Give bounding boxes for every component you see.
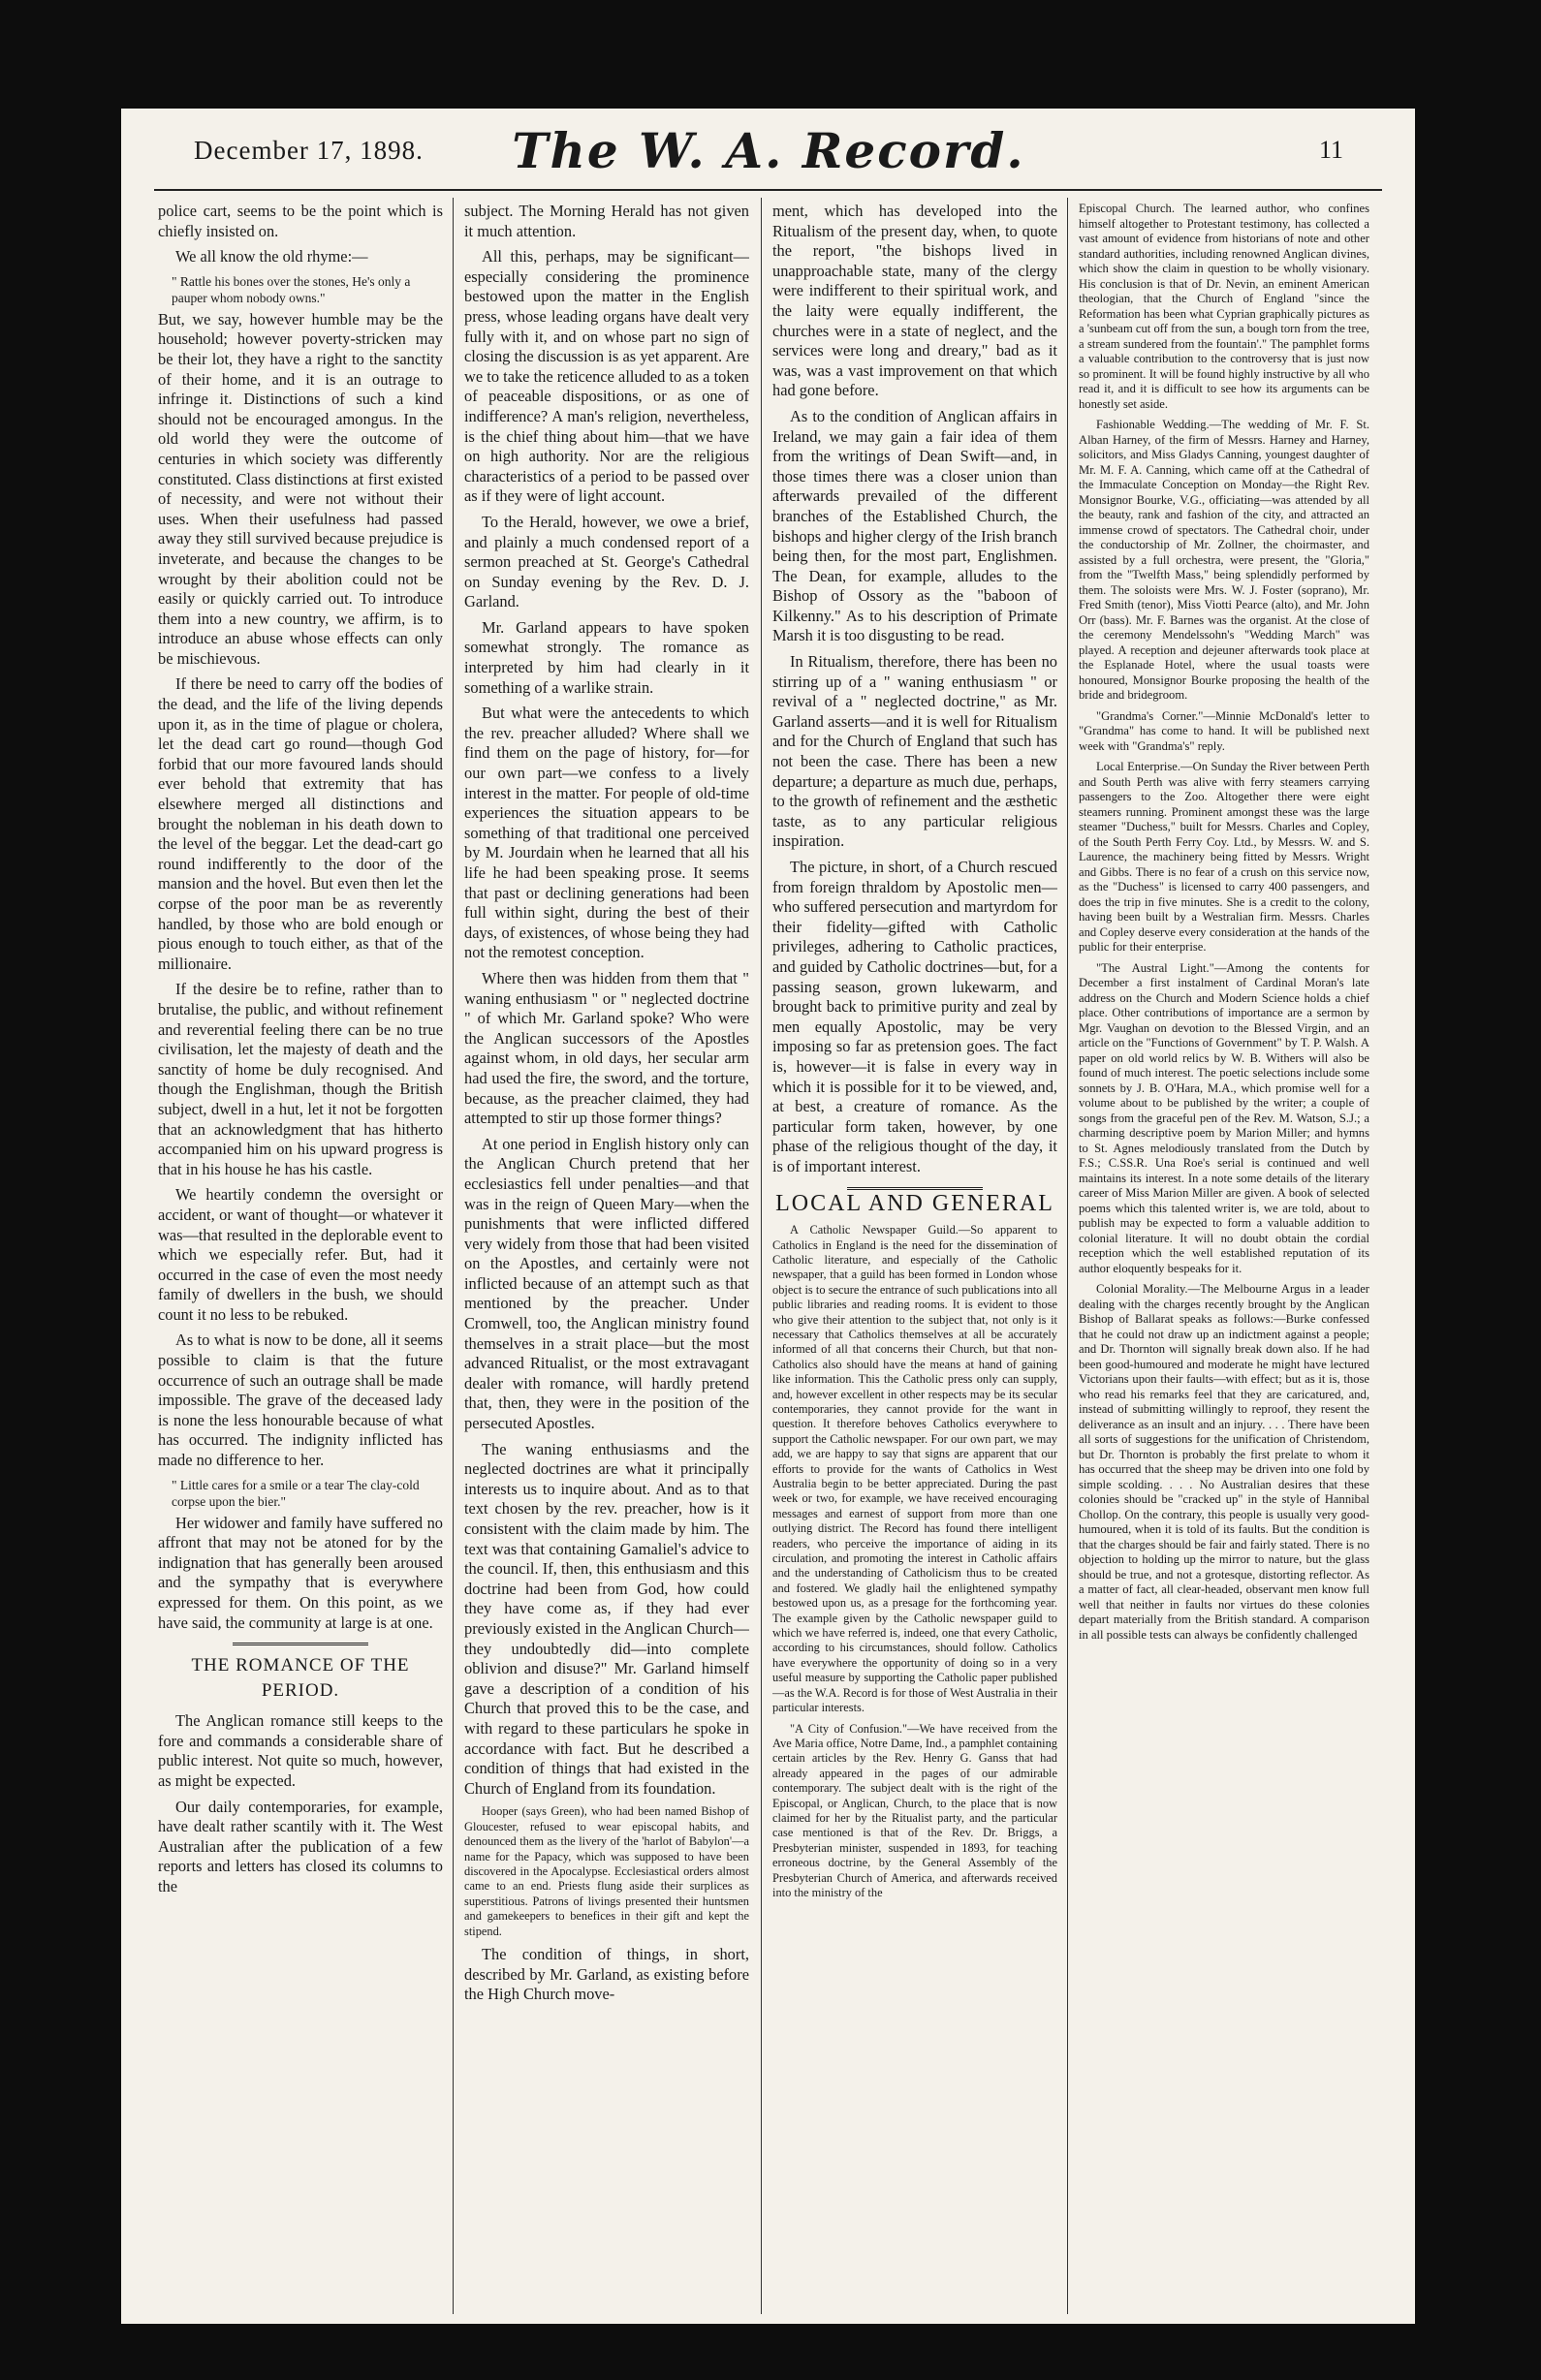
column-divider [1067, 198, 1068, 2314]
newspaper-page [121, 109, 1415, 2324]
paragraph: At one period in English history only can the Anglican Church pretend that her ecclesiastics fell under penalties—and that was in the reign of Queen Mary—when the punishments that were inflicted differed very widely from those that had been visited on the Apostles, and certainly were not inflicted because of an attempt such as that mentioned by the preacher. Under Cromwell, too, the Anglican ministry found themselves in a strait place—but the most advanced Ritualist, or the most extravagant dealer with romance, will hardly pretend that, then, they were in the position of the persecuted Apostles. [464, 1134, 749, 1433]
column-2 [464, 202, 749, 2314]
news-item: Colonial Morality.—The Melbourne Argus in a leader dealing with the charges recently brought by the Anglican Bishop of Ballarat speaks as follows:—Burke confessed that he could not draw up an indictment against a people; and Dr. Thornton will signally break down also. If he had been good-humoured and moderate he might have lectured Victorians upon their faults—with effect; but as it is, those who read his remarks feel that they are caricatured, and, instead of submitting willingly to reproof, they resent the deliverance as an insult and an injury. . . . There have been all sorts of suggestions for the unification of Christendom, but Dr. Thornton is probably the first prelate to whom it has occurred that the sheep may be driven into one fold by simple scolding. . . . No Australian desires that these colonies should be "cracked up" in the style of Hannibal Chollop. On the contrary, this people is usually very good-humoured, when it is told of its faults. But the condition is that the charges should be fair and fairly stated. There is no objection to holding up the mirror to nature, but the glass should be true, and not a grotesque, distorting reflector. As a matter of fact, all clear-headed, observant men know full well that neither in faults nor virtues do these colonies depart materially from the British standard. A comparison in all possible tests can always be confidently challenged [1079, 1282, 1369, 1642]
verse-quote: " Rattle his bones over the stones, He's only a pauper whom nobody owns." [172, 273, 411, 305]
paragraph: If the desire be to refine, rather than to brutalise, the public, and without refinement and reverential feeling there can be no true civilisation, let the majesty of death and the sanctity of home be duly recognised. And though the Englishman, though the British subject, dwell in a hut, let it not be forgotten that an acknowledgment that has hitherto accompanied him on his upward progress is that in his house he has his castle. [158, 980, 443, 1178]
column-divider [453, 198, 454, 2314]
column-4 [1079, 202, 1369, 2314]
news-item: Fashionable Wedding.—The wedding of Mr. F. St. Alban Harney, of the firm of Messrs. Harney and Harney, solicitors, and Miss Gladys Canning, youngest daughter of Mr. M. F. A. Canning, which came off at the Cathedral of the Immaculate Conception on Monday—the Right Rev. Monsignor Bourke, V.G., officiating—was attended by all the beauty, rank and fashion of the city, and attracted an immense crowd of spectators. The Cathedral choir, under the conductorship of Mr. Zollner, the choirmaster, and assisted by a full orchestra, were present, the "Gloria," from the "Twelfth Mass," being splendidly performed by them. The soloists were Mrs. W. J. Foster (soprano), Mr. Fred Smith (tenor), Miss Viotti Pearce (alto), and Mr. John Orr (bass). Mr. F. Barnes was the organist. At the close of the ceremony Mendelssohn's "Wedding March" was played. A reception and dejeuner afterwards took place at the Esplanade Hotel, where the usual toasts were honoured, Monsignor Bourke proposing the health of the bride and bridegroom. [1079, 418, 1369, 702]
paragraph: The Anglican romance still keeps to the fore and commands a considerable share of public interest. Not quite so much, however, as might be expected. [158, 1711, 443, 1790]
news-item: Episcopal Church. The learned author, who confines himself altogether to Protestant testimony, has collected a vast amount of evidence from historians of note and other standard authorities, including renowned Anglican divines, which show the claim in question to be wholly visionary. His conclusion is that of Dr. Nevin, an eminent American theologian, that the Church of England "since the Reformation has been what Cyprian graphically pictures as a 'sunbeam cut off from the sun, a bough torn from the tree, a stream sundered from the fountain'." The pamphlet forms a valuable contribution to the controversy that is just now so prominent. It will be found highly instructive by all who read it, and it is difficult to see how its arguments can be honestly set aside. [1079, 202, 1369, 411]
masthead [194, 122, 1343, 180]
paragraph: But, we say, however humble may be the household; however poverty-stricken may be their lot, they have a right to the sanctity of their home, and it is an outrage to infringe it. Distinctions of such a kind should not be encouraged amongus. In the old world they were the outcome of centuries in which society was differently constituted. Class distinctions at first existed of necessity, and were not without their uses. When their usefulness had passed away they still survived because prejudice is inveterate, and because the changes to be wrought by their abolition could not be easily or quickly carried out. To introduce them into a new country, we affirm, is to introduce an abuse whose effects can only be mischievous. [158, 309, 443, 668]
section-rule [847, 1187, 983, 1190]
paragraph: We all know the old rhyme:— [175, 247, 368, 266]
newspaper-title: The W. A. Record. [512, 122, 1025, 179]
news-item: Local Enterprise.—On Sunday the River between Perth and South Perth was alive with ferry steamers carrying passengers to the Zoo. Altogether there were eight steamers running. Prominent amongst these was the large steamer "Duchess," built for Messrs. Charles and Copley, of the South Perth Ferry Coy. Ltd., by Messrs. W. and S. Laurence, the machinery being fitted by Messrs. Wright and Gibbs. There is no fear of a crush on this service now, as the "Duchess" is licensed to carry 400 passengers, and does the trip in five minutes. She is a credit to the colony, having been built by a Westralian firm. Messrs. Charles and Copley deserve every consideration at the hands of the public for their enterprise. [1079, 760, 1369, 954]
page-number: 11 [1318, 136, 1343, 164]
paragraph: Mr. Garland appears to have spoken somewhat strongly. The romance as interpreted by him had clearly in it something of a warlike strain. [464, 617, 749, 697]
paragraph: If there be need to carry off the bodies of the dead, and the life of the living depends upon it, as in the time of plague or cholera, let the dead cart go round—though God forbid that our more favoured lands should ever behold that extremity that has elsewhere merged all distinctions and brought the nobleman in his death down to the level of the beggar. Let the dead-cart go round indifferently to the door of the mansion and the hovel. But even then let the corpse of the poor man be as reverently handled, by those who are bold enough or pious enough to touch either, as that of the millionaire. [158, 674, 443, 973]
column-3 [772, 202, 1057, 2314]
paragraph: We heartily condemn the oversight or accident, or want of thought—or whatever it was—that resulted in the deplorable event to which we especially refer. But, had it occurred in the case of even the most needy family of dwellers in the bush, we should count it no less to be rebuked. [158, 1185, 443, 1324]
paragraph: All this, perhaps, may be significant—especially considering the prominence bestowed upon the matter in the English press, whose leading organs have dealt very fully with it, and on whose part no sign of closing the discussion is as yet apparent. Are we to take the reticence alluded to as a token of peaceable dispositions, or as one of indifference? A man's religion, nevertheless, is the chief thing about him—that we have on high authority. Nor are the religious characteristics of a period to be passed over as if they were of light account. [464, 247, 749, 506]
news-item: "The Austral Light."—Among the contents for December a first instalment of Cardinal Moran's late address on the Church and Modern Science holds a chief place. Other contributions of importance are a sermon by Mgr. Vaughan on devotion to the Blessed Virgin, and an article on the "Functions of Government" by T. P. Walsh. A paper on old world relics by W. B. Withers will also be found of much interest. The poetic selections include some sonnets by J. B. O'Hara, M.A., which promise well for a volume about to be published by the writer; a couple of songs from the graceful pen of the Rev. M. Watson, S.J.; a charming descriptive poem by Marion Miller; and hymns to St. Agnes melodiously translated from the Dutch by F.S.; C.SS.R. Una Roe's serial is continued and well maintains its interest. In a note some details of the literary career of Miss Marion Miller are given. A book of selected poems which this talented writer is, we are told, about to publish may be expected to form a valuable addition to colonial literature. It will no doubt obtain the cordial reception which the well established reputation of its author eloquently bespeaks for it. [1079, 960, 1369, 1275]
column-1 [158, 202, 443, 2314]
news-item: "Grandma's Corner."—Minnie McDonald's letter to "Grandma" has come to hand. It will be published next week with "Grandma's" reply. [1079, 708, 1369, 753]
paragraph: police cart, seems to be the point which is chiefly insisted on. [158, 202, 443, 240]
paragraph: In Ritualism, therefore, there has been no stirring up of a " waning enthusiasm " or revival of a " neglected doctrine," as Mr. Garland asserts—and it is well for Ritualism and for the Church of England that such has not been the case. There has been a new departure; a departure as much due, perhaps, to the growth of refinement and the æsthetic taste, as to any particular religious inspiration. [772, 652, 1057, 851]
section-rule [233, 1643, 368, 1645]
paragraph: But what were the antecedents to which the rev. preacher alluded? Where shall we find them on the page of history, for—for our own part—we confess to a lively interest in the matter. For people of old-time experiences the situation appears to be something of that traditional one perceived by M. Jourdain when he learned that all his life he had been speaking prose. It seems that past or declining generations had been full within sight, during the best of their days, of existences, of whose being they had not the remotest conception. [464, 704, 749, 962]
paragraph: The condition of things, in short, described by Mr. Garland, as existing before the High Church move- [464, 1944, 749, 2004]
issue-date: December 17, 1898. [194, 136, 424, 165]
section-heading: THE ROMANCE OF THE PERIOD. [191, 1655, 410, 1702]
paragraph: Her widower and family have suffered no affront that may not be atoned for by the indignation that has generally been aroused and the sympathy that is everywhere expressed for them. On this point, as we have said, the community at large is at one. [158, 1513, 443, 1632]
paragraph: To the Herald, however, we owe a brief, and plainly a much condensed report of a sermon preached at St. George's Cathedral on Sunday evening by the Rev. D. J. Garland. [464, 512, 749, 611]
section-heading: LOCAL AND GENERAL [775, 1190, 1054, 1216]
paragraph: Our daily contemporaries, for example, have dealt rather scantily with it. The West Australian after the publication of a few reports and letters has closed its columns to the [158, 1797, 443, 1895]
news-item: "A City of Confusion."—We have received from the Ave Maria office, Notre Dame, Ind., a pamphlet containing certain articles by the Rev. Henry G. Ganss that had already appeared in the pages of our admirable contemporary. The subject dealt with is the right of the Episcopal, or Anglican, Church, to the place that is now claimed for her by the Ritualist party, and the particular case mentioned is that of the Rev. Dr. Briggs, a Presbyterian minister, suspended in 1893, for teaching erroneous doctrine, by the General Assembly of the Presbyterian Church of America, and afterwards received into the ministry of the [772, 1721, 1057, 1899]
news-item: A Catholic Newspaper Guild.—So apparent to Catholics in England is the need for the dissemination of Catholic literature, and especially of the Catholic newspaper, that a guild has been formed in London whose object is to secure the entrance of such publications into all public libraries and reading rooms. It is evident to those who give their attention to the subject that, not only is it necessary that Catholics themselves at all be accurately informed of all that concerns their Church, but that non-Catholics also should have the means at hand of gaining like information. This the Catholic press only can supply, and, however excellent in other respects may be its secular contemporaries, they cannot provide for the want in question. It therefore behoves Catholics everywhere to support the Catholic newspaper. For our own part, we may add, we are happy to say that signs are apparent that our efforts to provide for the wants of Catholics in West Australia begin to be better appreciated. During the past week or two, for example, we have received encouraging messages and earnest of support from more than one outlying district. The Record has found there intelligent readers, who perceive the importance of aiding in its circulation, and promoting the interest in Catholic affairs and the understanding of Catholicism thus to be created and fostered. We gladly hail the enlightened sympathy bestowed upon us, as a presage for the forthcoming year. The example given by the Catholic newspaper guild to which we have referred is, indeed, one that every Catholic, according to his circumstances, should follow. Catholics have everywhere the opportunity of doing so in a very useful measure by supporting the Catholic paper published—as the W.A. Record is for those of West Australia in their particular interests. [772, 1223, 1057, 1715]
masthead-rule [154, 189, 1382, 191]
paragraph: The picture, in short, of a Church rescued from foreign thraldom by Apostolic men—who suffered persecution and martyrdom for their fidelity—gifted with Catholic privileges, adhering to Catholic practices, and guided by Catholic doctrines—but, for a passing season, grown lukewarm, and brought back to primitive purity and zeal by men equally Apostolic, may be very imposing so far as pretension goes. The fact is, however—it is false in every way in which it is possible for it to be viewed, and, at best, a creature of romance. As the particular form taken, however, by one phase of the religious thought of the day, it is of important interest. [772, 858, 1057, 1175]
paragraph: Where then was hidden from them that " waning enthusiasm " or " neglected doctrine " of which Mr. Garland spoke? Who were the Anglican successors of the Apostles against whom, in old days, her secular arm had used the fire, the sword, and the torture, because, as the preacher claimed, they had attempted to stir up those former things? [464, 968, 749, 1128]
verse-quote: " Little cares for a smile or a tear The clay-cold corpse upon the bier." [172, 1477, 420, 1509]
column-divider [761, 198, 762, 2314]
paragraph: ment, which has developed into the Ritualism of the present day, when, to quote the report, "the bishops lived in unapproachable state, many of the clergy were indifferent to their spiritual work, and the laity were equally indifferent, the churches were in a state of neglect, and the services were long and dreary," bad as it was, was a vast improvement on that which had gone before. [772, 202, 1057, 400]
quoted-passage: Hooper (says Green), who had been named Bishop of Gloucester, refused to wear episcopal habits, and denounced them as the livery of the 'harlot of Babylon'—a name for the Papacy, which was supposed to have been discovered in the Apocalypse. Ecclesiastical orders almost came to an end. Priests flung aside their surplices as superstitious. Patrons of livings presented their huntsmen and gamekeepers to benefices in their gift and kept the stipend. [464, 1804, 749, 1938]
paragraph: As to the condition of Anglican affairs in Ireland, we may gain a fair idea of them from the writings of Dean Swift—and, in those times there was a closer union than afterwards prevailed of the different branches of the Established Church, the bishops and higher clergy of the Irish branch being then, for the most part, Englishmen. The Dean, for example, alludes to the Bishop of Ossory as the "baboon of Kilkenny." As to his description of Primate Marsh it is too disgusting to be read. [772, 406, 1057, 645]
paragraph: The waning enthusiasms and the neglected doctrines are what it principally interests us to inquire about. And as to that text chosen by the rev. preacher, how is it consistent with the claim made by him. The text was that containing Gamaliel's advice to the council. If, then, this enthusiasm and this doctrine had been from God, how could they have come as, if they had ever previously existed in the Anglican Church—they undoubtedly did—into complete oblivion and disuse?" Mr. Garland himself gave a description of a condition of his Church that proved this to be the case, and with regard to these particulars he spoke in accordance with fact. But he described a condition of things that had existed in the Church of England from its foundation. [464, 1439, 749, 1798]
paragraph: subject. The Morning Herald has not given it much attention. [464, 202, 749, 240]
paragraph: As to what is now to be done, all it seems possible to claim is that the future occurrence of such an outrage shall be made impossible. The grave of the deceased lady is none the less honourable because of what has occurred. The indignity inflicted has made no difference to her. [158, 1331, 443, 1470]
